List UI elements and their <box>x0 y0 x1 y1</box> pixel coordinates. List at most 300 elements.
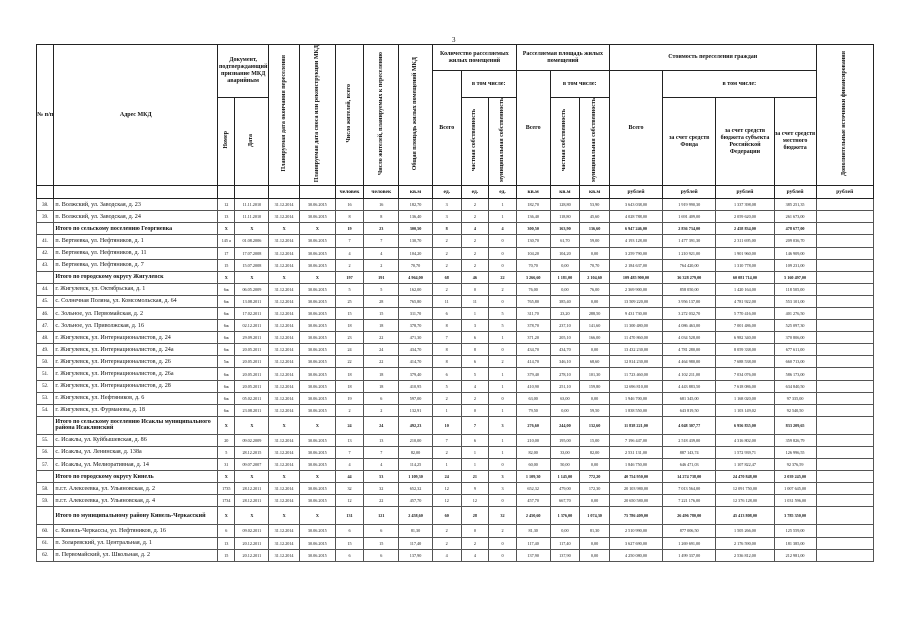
row-cell: 0 <box>461 404 489 416</box>
row-cell: X <box>299 507 335 525</box>
row-address: п. Вертяевка, ул. Нефтяников, д. 11 <box>54 247 218 259</box>
row-cell: 76,00 <box>516 283 550 295</box>
table-row <box>37 392 874 404</box>
row-cell: 2 <box>432 525 461 537</box>
row-cell: 20.05.2011 <box>235 368 269 380</box>
table-body <box>37 199 874 562</box>
row-cell: 371,20 <box>516 332 550 344</box>
row-cell: 553 101,00 <box>774 295 816 307</box>
row-cell: 31.12.2014 <box>269 483 300 495</box>
col-cost-group: Стоимость переселения граждан <box>609 45 816 71</box>
row-address: Итого по городскому округу Кинель <box>54 471 218 483</box>
row-cell: 191 <box>364 271 399 283</box>
row-cell: 0 <box>489 235 517 247</box>
row-cell: 0 <box>489 344 517 356</box>
row-cell: 101,30 <box>580 368 610 380</box>
row-address: п. Золаревский, ул. Центральная, д. 1 <box>54 537 218 549</box>
row-cell: 3 627 690,00 <box>609 537 662 549</box>
row-cell: 359 826,79 <box>774 434 816 446</box>
subtotal-row <box>37 471 874 483</box>
row-cell: 1 <box>489 368 517 380</box>
row-cell: 6 <box>432 308 461 320</box>
row-cell <box>816 404 873 416</box>
col-cost-incl: в том числе: <box>663 71 816 98</box>
row-cell: 8 <box>432 223 461 235</box>
unit-cell: рублей <box>774 186 816 199</box>
row-cell: 237,10 <box>550 320 580 332</box>
row-number: 61. <box>37 537 54 549</box>
table-row <box>37 434 874 446</box>
row-cell: 16 <box>335 199 364 211</box>
row-cell: 379,40 <box>516 368 550 380</box>
row-cell: 4 <box>335 459 364 471</box>
unit-cell <box>37 186 54 199</box>
row-cell: 30.06.2015 <box>299 259 335 271</box>
row-cell: 60,00 <box>516 459 550 471</box>
row-cell: 205,10 <box>550 332 580 344</box>
col-cost-local: за счет средств местного бюджета <box>774 98 816 186</box>
row-cell: 0,00 <box>550 283 580 295</box>
row-cell: 457,70 <box>399 495 433 507</box>
row-number: 48. <box>37 332 54 344</box>
row-cell: 31.12.2014 <box>269 459 300 471</box>
row-cell: 128,80 <box>550 199 580 211</box>
row-cell: 643 819,50 <box>663 404 716 416</box>
row-cell: 4 028 788,00 <box>609 211 662 223</box>
row-cell: 118,80 <box>550 211 580 223</box>
row-number: 53. <box>37 392 54 404</box>
row-cell: 4 <box>461 549 489 561</box>
row-cell: 1 505 266,00 <box>716 525 774 537</box>
row-cell: 11.11.2010 <box>235 211 269 223</box>
row-cell: 81,30 <box>399 525 433 537</box>
table-row <box>37 537 874 549</box>
row-cell: 4 781 280,00 <box>663 344 716 356</box>
row-cell: 23 <box>335 332 364 344</box>
row-cell: 137,90 <box>550 549 580 561</box>
row-cell: 31.12.2014 <box>269 525 300 537</box>
row-address: Итого по сельскому поселению Георгиевка <box>54 223 218 235</box>
row-cell: 7 <box>432 434 461 446</box>
row-cell: 525 097,30 <box>774 320 816 332</box>
row-cell: 2 369 900,00 <box>609 283 662 295</box>
col-qty-municipal: муниципальная собственность <box>489 98 517 186</box>
row-cell: 76,00 <box>580 283 610 295</box>
row-number: 60. <box>37 525 54 537</box>
row-cell: 104,20 <box>399 247 433 259</box>
row-cell: 6ж <box>218 283 235 295</box>
row-cell: 68 <box>432 271 461 283</box>
row-cell: 109 231,00 <box>774 259 816 271</box>
row-cell: 288,50 <box>580 308 610 320</box>
row-cell: 410,90 <box>516 380 550 392</box>
col-qty-incl: в том числе: <box>461 71 516 98</box>
row-cell: 0,00 <box>580 295 610 307</box>
row-cell: 13 <box>364 434 399 446</box>
row-cell: 32 <box>364 483 399 495</box>
col-extra: Дополнительные источники финансирования <box>816 45 873 186</box>
row-number: 41. <box>37 235 54 247</box>
row-cell: 660 713,00 <box>774 356 816 368</box>
unit-cell <box>299 186 335 199</box>
row-cell: 18 <box>364 380 399 392</box>
row-cell: 311,70 <box>399 308 433 320</box>
row-cell: 0 <box>489 392 517 404</box>
row-cell: 9 <box>461 483 489 495</box>
row-cell: 261 673,00 <box>774 211 816 223</box>
row-cell: 15 <box>335 537 364 549</box>
row-cell: 385 251,35 <box>774 199 816 211</box>
col-no: № п/п <box>37 45 54 186</box>
row-cell: 10 <box>432 416 461 434</box>
row-cell: 2 039 245,00 <box>774 471 816 483</box>
row-cell: 114,25 <box>399 459 433 471</box>
row-cell: 346,10 <box>550 356 580 368</box>
row-cell: 18 <box>364 320 399 332</box>
row-cell: 0 <box>461 283 489 295</box>
row-cell: 30.06.2015 <box>299 434 335 446</box>
row-cell: 06.05.2009 <box>235 283 269 295</box>
page-number: 3 <box>452 36 456 44</box>
row-cell: 1 <box>461 459 489 471</box>
row-cell: 1 <box>489 199 517 211</box>
row-cell: 2 <box>461 247 489 259</box>
row-cell: 2 <box>461 235 489 247</box>
row-cell: 12 <box>335 495 364 507</box>
table-row <box>37 459 874 471</box>
row-cell: 13.08.2011 <box>235 295 269 307</box>
row-cell: 31.12.2014 <box>269 549 300 561</box>
unit-cell: кв.м <box>550 186 580 199</box>
row-cell: 2 <box>461 392 489 404</box>
row-cell: 01.08.2006 <box>235 235 269 247</box>
row-cell: 15.07.2008 <box>235 259 269 271</box>
row-cell: 20.05.2011 <box>235 344 269 356</box>
unit-cell: кв.м <box>516 186 550 199</box>
row-cell: 44 <box>335 471 364 483</box>
row-cell: 646 471,03 <box>663 459 716 471</box>
row-cell: 251,10 <box>550 380 580 392</box>
row-cell: 478 677,00 <box>774 223 816 235</box>
row-cell: 30.06.2015 <box>299 283 335 295</box>
row-cell: 5 770 416,00 <box>716 308 774 320</box>
row-cell <box>816 549 873 561</box>
row-number: 45. <box>37 295 54 307</box>
row-cell: 681 345,00 <box>663 392 716 404</box>
unit-cell: ед. <box>432 186 461 199</box>
row-cell: 92 540,50 <box>774 404 816 416</box>
row-address: с. Зольное, ул. Первомайская, д. 2 <box>54 308 218 320</box>
row-cell: 1 846 750,00 <box>609 459 662 471</box>
row-cell <box>816 283 873 295</box>
row-cell <box>816 199 873 211</box>
row-cell: 182,70 <box>399 199 433 211</box>
row-cell: 30.06.2015 <box>299 247 335 259</box>
row-address: с. Солнечная Поляна, ул. Комсомольская, д. 64 <box>54 295 218 307</box>
col-area-sum: Всего <box>516 71 550 186</box>
row-cell: 1734 <box>218 495 235 507</box>
row-cell: X <box>269 507 300 525</box>
row-cell: 5 <box>432 380 461 392</box>
row-cell: 8 059 338,00 <box>716 344 774 356</box>
row-cell <box>816 495 873 507</box>
row-cell: 118 505,00 <box>774 283 816 295</box>
row-cell: 8 <box>461 344 489 356</box>
row-address: г. Жигулевск, ул. Интернационалистов, д. 24а <box>54 344 218 356</box>
row-cell: 6 947 246,00 <box>609 223 662 235</box>
row-cell: 81,30 <box>580 525 610 537</box>
row-cell: 2 <box>364 259 399 271</box>
row-cell: 1 074,30 <box>580 507 610 525</box>
row-cell: 45,60 <box>580 211 610 223</box>
row-cell: 0,00 <box>580 495 610 507</box>
table-row <box>37 404 874 416</box>
units-row <box>37 186 874 199</box>
row-cell: 6 <box>461 332 489 344</box>
row-cell: 59,00 <box>580 235 610 247</box>
row-cell: 370 806,00 <box>774 332 816 344</box>
row-cell: 1 572 939,71 <box>716 446 774 458</box>
row-cell: 7 <box>335 446 364 458</box>
row-address: г. Жигулевск, ул. Интернационалистов, д. 26 <box>54 356 218 368</box>
row-cell: 92 376,59 <box>774 459 816 471</box>
row-cell: 8 <box>432 356 461 368</box>
col-qty-group: Количество расселяемых жилых помещений <box>432 45 516 71</box>
row-cell: 23.08.2011 <box>235 404 269 416</box>
row-cell: 18 <box>335 320 364 332</box>
row-cell: 7 <box>364 235 399 247</box>
row-cell: 5ж <box>218 356 235 368</box>
row-number: 39. <box>37 211 54 223</box>
row-cell: 46 <box>461 271 489 283</box>
row-cell: 3 <box>489 483 517 495</box>
row-cell: 30.06.2015 <box>299 344 335 356</box>
row-cell: 7 196 447,00 <box>609 434 662 446</box>
row-cell: 63,00 <box>516 392 550 404</box>
row-cell: 8 <box>364 211 399 223</box>
row-address: п. Волжский, ул. Заводская, д. 23 <box>54 199 218 211</box>
row-cell: 32 <box>489 507 517 525</box>
row-cell: 434,70 <box>550 344 580 356</box>
row-cell: 31.12.2014 <box>269 495 300 507</box>
row-number: 42. <box>37 247 54 259</box>
row-cell: 1 031 596,00 <box>774 495 816 507</box>
row-cell: 667,70 <box>550 495 580 507</box>
row-cell: 31.12.2014 <box>269 295 300 307</box>
col-residents-planned: Число жителей, планируемых к переселению <box>364 45 399 186</box>
row-cell: 30.06.2015 <box>299 404 335 416</box>
row-cell: 379,40 <box>399 368 433 380</box>
col-address: Адрес МКД <box>54 45 218 186</box>
row-cell: 300,50 <box>399 223 433 235</box>
row-cell: 2 <box>364 404 399 416</box>
row-cell: 50,00 <box>550 459 580 471</box>
row-cell: 30.06.2015 <box>299 549 335 561</box>
row-address: г. Жигулевск, ул. Интернационалистов, д. 24 <box>54 332 218 344</box>
row-cell: 05.02.2011 <box>235 392 269 404</box>
row-cell: 15 <box>218 549 235 561</box>
row-cell: X <box>218 271 235 283</box>
row-cell: 4 <box>489 223 517 235</box>
unit-cell: кв.м <box>580 186 610 199</box>
row-cell: 26 496 780,00 <box>663 507 716 525</box>
row-address: г. Жигулевск, ул. Нефтяников, д. 6 <box>54 392 218 404</box>
row-cell: 20 103 980,00 <box>609 483 662 495</box>
row-cell: 7 221 176,00 <box>663 495 716 507</box>
row-cell: 195,00 <box>550 434 580 446</box>
row-cell: 0 <box>489 295 517 307</box>
row-cell: 24 <box>364 416 399 434</box>
row-cell: 1 <box>489 380 517 392</box>
row-cell: 0 <box>461 525 489 537</box>
row-cell <box>816 471 873 483</box>
row-cell: 117,40 <box>516 537 550 549</box>
table-row <box>37 295 874 307</box>
row-cell: 24 <box>432 471 461 483</box>
row-cell: 3 <box>432 199 461 211</box>
row-cell: 6 982 340,00 <box>716 332 774 344</box>
row-cell: 30.06.2015 <box>299 308 335 320</box>
row-cell: 13 432 230,00 <box>609 344 662 356</box>
table-row <box>37 446 874 458</box>
row-cell <box>816 483 873 495</box>
row-cell: 30.06.2015 <box>299 459 335 471</box>
row-cell: 597,00 <box>399 392 433 404</box>
row-cell: 5 <box>364 283 399 295</box>
row-cell: 8 <box>335 211 364 223</box>
row-cell: 2 <box>489 356 517 368</box>
row-cell: 132,60 <box>580 416 610 434</box>
subtotal-row <box>37 507 874 525</box>
row-address: Итого по муниципальному району Кинель-Черкасский <box>54 507 218 525</box>
row-number <box>37 416 54 434</box>
row-cell: 6ж <box>218 368 235 380</box>
row-cell: 130,70 <box>399 235 433 247</box>
row-cell: 117,40 <box>399 537 433 549</box>
row-cell: 17.07.2008 <box>235 247 269 259</box>
row-cell: 11 723 460,00 <box>609 368 662 380</box>
row-cell: 136,40 <box>516 211 550 223</box>
row-cell: 2 <box>432 247 461 259</box>
row-cell: 3 259 790,00 <box>609 247 662 259</box>
row-cell: 97 335,00 <box>774 392 816 404</box>
row-cell: 20.05.2011 <box>235 380 269 392</box>
row-cell: 7 <box>461 416 489 434</box>
row-cell: 378,70 <box>516 320 550 332</box>
col-qty-private: частная собственность <box>461 98 489 186</box>
row-cell <box>816 392 873 404</box>
row-cell: 12 376 128,00 <box>716 495 774 507</box>
row-cell: 4 048 307,77 <box>663 416 716 434</box>
row-cell: 414,70 <box>399 356 433 368</box>
row-cell: 181 385,00 <box>774 537 816 549</box>
row-cell: 1 109,30 <box>516 471 550 483</box>
row-cell: 11 470 860,00 <box>609 332 662 344</box>
row-cell: 492,23 <box>399 416 433 434</box>
row-cell: 7 013 564,00 <box>663 483 716 495</box>
row-cell: 182,70 <box>516 199 550 211</box>
row-cell: 4 034 528,00 <box>663 332 716 344</box>
row-cell <box>816 459 873 471</box>
row-cell: 2 <box>432 283 461 295</box>
row-cell: 3 272 032,70 <box>663 308 716 320</box>
row-cell: X <box>218 416 235 434</box>
row-cell: 2 <box>489 283 517 295</box>
row-cell: 31.12.2014 <box>269 446 300 458</box>
row-cell <box>816 344 873 356</box>
col-doc-number: Номер <box>218 98 235 186</box>
subtotal-row <box>37 416 874 434</box>
row-address: Итого по сельскому поселению Исаклы муниципального района Исаклинский <box>54 416 218 434</box>
row-cell: 1 210 921,00 <box>663 247 716 259</box>
row-cell: X <box>218 471 235 483</box>
row-cell: 31.12.2014 <box>269 211 300 223</box>
row-cell: 2 510 990,00 <box>609 525 662 537</box>
row-cell: 434,70 <box>516 344 550 356</box>
row-cell <box>816 308 873 320</box>
row-cell: 586 173,00 <box>774 368 816 380</box>
row-cell: 63,00 <box>550 392 580 404</box>
row-cell: 14 274 738,00 <box>663 471 716 483</box>
row-cell: 2 104,60 <box>580 271 610 283</box>
row-cell: 6ж <box>218 332 235 344</box>
table-row <box>37 247 874 259</box>
row-cell: 1 <box>461 308 489 320</box>
row-number <box>37 507 54 525</box>
row-cell: 1 269 691,00 <box>663 537 716 549</box>
row-cell: 0 <box>489 495 517 507</box>
row-cell: 2 <box>335 404 364 416</box>
row-cell: 136,40 <box>399 211 433 223</box>
row-address: г. Жигулевск, ул. Октябрьская, д. 1 <box>54 283 218 295</box>
row-cell: 145 а <box>218 235 235 247</box>
row-cell: X <box>235 507 269 525</box>
row-number: 43. <box>37 259 54 271</box>
row-address: п.г.т. Алексеевка, ул. Ульяновская, д. 2 <box>54 483 218 495</box>
row-cell: 30.06.2015 <box>299 356 335 368</box>
row-cell: 1 <box>489 446 517 458</box>
row-cell: 121 <box>364 507 399 525</box>
row-cell: 8 <box>432 320 461 332</box>
row-cell: 31.12.2014 <box>269 235 300 247</box>
row-cell: 163,90 <box>550 223 580 235</box>
row-cell: 159,80 <box>580 380 610 392</box>
row-cell: 0,00 <box>580 392 610 404</box>
row-cell: 24 470 848,00 <box>716 471 774 483</box>
row-cell: 2 184 637,00 <box>609 259 662 271</box>
row-cell <box>816 368 873 380</box>
table-row <box>37 525 874 537</box>
unit-cell: рублей <box>609 186 662 199</box>
row-cell: 17 <box>218 247 235 259</box>
row-cell: 75 786 409,00 <box>609 507 662 525</box>
row-cell: 1 337 398,08 <box>716 199 774 211</box>
row-cell: X <box>235 271 269 283</box>
row-cell: 2 <box>432 446 461 458</box>
row-cell: 40 754 950,00 <box>609 471 662 483</box>
row-cell: 4 <box>461 380 489 392</box>
row-cell <box>816 380 873 392</box>
row-cell: 12 <box>218 199 235 211</box>
row-cell: 136,60 <box>580 223 610 235</box>
row-cell: 1 <box>461 446 489 458</box>
row-cell <box>816 525 873 537</box>
row-cell <box>816 434 873 446</box>
row-cell: 6 <box>364 392 399 404</box>
row-cell: 6ж <box>218 392 235 404</box>
row-cell: 4 443 883,50 <box>663 380 716 392</box>
row-cell: 5 160 497,00 <box>774 271 816 283</box>
